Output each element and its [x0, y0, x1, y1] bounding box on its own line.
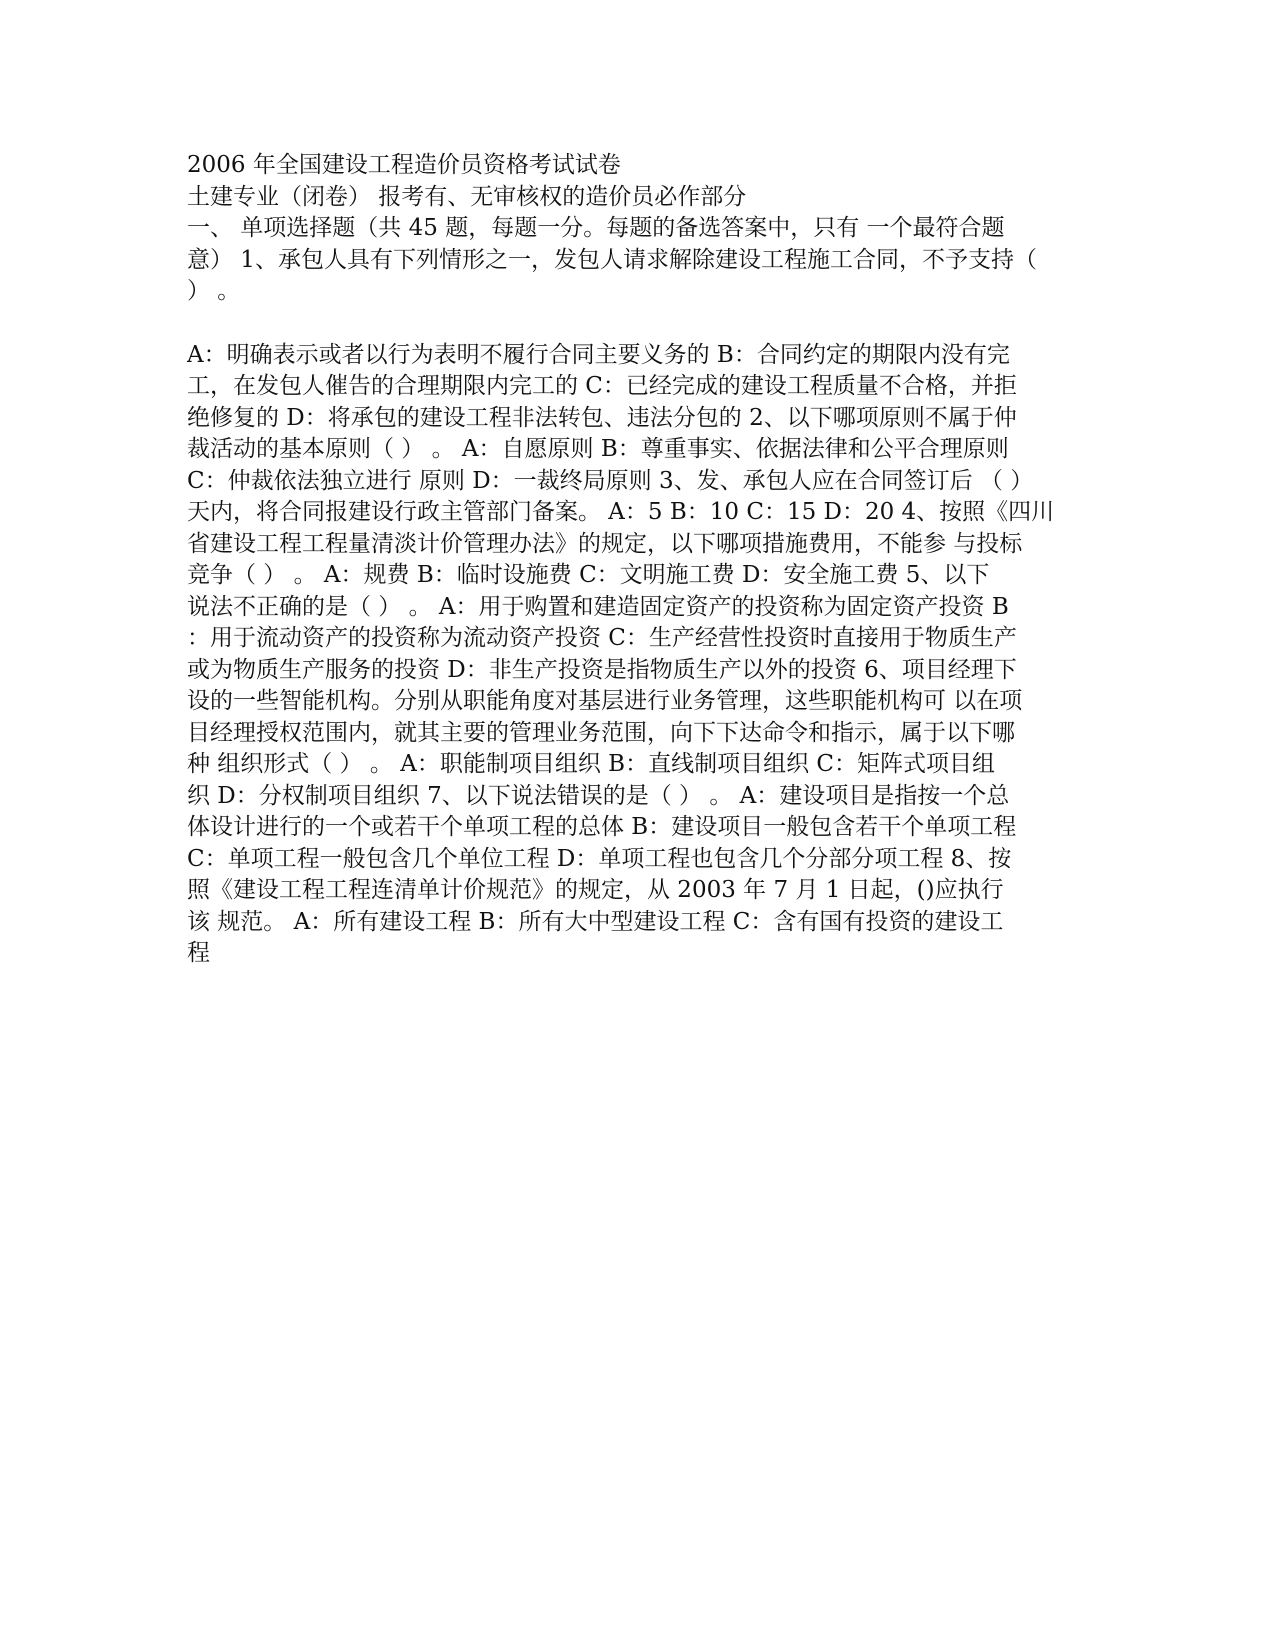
text-line: 种 组织形式（ ） 。 A：职能制项目组织 B：直线制项目组织 C：矩阵式项目组 [187, 751, 995, 777]
text-line: C：仲裁依法独立进行 原则 D：一裁终局原则 3、发、承包人应在合同签订后 （ ） [187, 467, 1034, 494]
document-text [187, 150, 1087, 970]
text-line: 或为物质生产服务的投资 D：非生产投资是指物质生产以外的投资 6、项目经理下 [187, 656, 1017, 683]
section-heading-line: ） 。 [187, 278, 241, 304]
text-line: 该 规范。 A：所有建设工程 B：所有大中型建设工程 C：含有国有投资的建设工 [187, 908, 1004, 935]
section-heading-line: 一、 单项选择题（共 45 题，每题一分。每题的备选答案中，只有 一个最符合题 [187, 215, 1005, 241]
text-line: 省建设工程工程量清淡计价管理办法》的规定，以下哪项措施费用，不能参 与投标 [187, 530, 1023, 557]
text-line: 工，在发包人催告的合理期限内完工的 C：已经完成的建设工程质量不合格，并拒 [187, 373, 1017, 399]
text-line: ：用于流动资产的投资称为流动资产投资 C：生产经营性投资时直接用于物质生产 [187, 625, 1017, 651]
document-subtitle: 土建专业（闭卷） 报考有、无审核权的造价员必作部分 [187, 183, 747, 210]
text-line: 程 [187, 940, 210, 966]
text-line: 目经理授权范围内，就其主要的管理业务范围，向下下达命令和指示，属于以下哪 [187, 719, 1015, 746]
paragraph-gap [187, 308, 1087, 340]
text-line: 竞争（ ） 。 A：规费 B：临时设施费 C：文明施工费 D：安全施工费 5、以下 [187, 562, 990, 588]
section-heading-line: 意） 1、承包人具有下列情形之一，发包人请求解除建设工程施工合同，不予支持（ [187, 246, 1037, 273]
text-line: 体设计进行的一个或若干个单项工程的总体 B：建设项目一般包含若干个单项工程 [187, 814, 1017, 840]
text-line: 天内，将合同报建设行政主管部门备案。 A：5 B：10 C：15 D：20 4、按照《四川 [187, 499, 1055, 525]
text-line: 设的一些智能机构。分别从职能角度对基层进行业务管理，这些职能机构可 以在项 [187, 688, 1023, 714]
text-line: 织 D：分权制项目组织 7、以下说法错误的是（ ） 。 A：建设项目是指按一个总 [187, 782, 1010, 809]
document-title: 2006 年全国建设工程造价员资格考试试卷 [187, 152, 621, 178]
text-line: 裁活动的基本原则（ ） 。 A：自愿原则 B：尊重事实、依据法律和公平合理原则 [187, 436, 1009, 462]
text-line: A：明确表示或者以行为表明不履行合同主要义务的 B：合同约定的期限内没有完 [187, 341, 1010, 368]
text-line: 照《建设工程工程连清单计价规范》的规定，从 2003 年 7 月 1 日起，()应执行 [187, 877, 1004, 903]
text-line: 说法不正确的是（ ） 。 A：用于购置和建造固定资产的投资称为固定资产投资 B [187, 593, 1009, 620]
text-line: 绝修复的 D：将承包的建设工程非法转包、违法分包的 2、以下哪项原则不属于仲 [187, 404, 1017, 431]
text-line: C：单项工程一般包含几个单位工程 D：单项工程也包含几个分部分项工程 8、按 [187, 845, 1012, 872]
